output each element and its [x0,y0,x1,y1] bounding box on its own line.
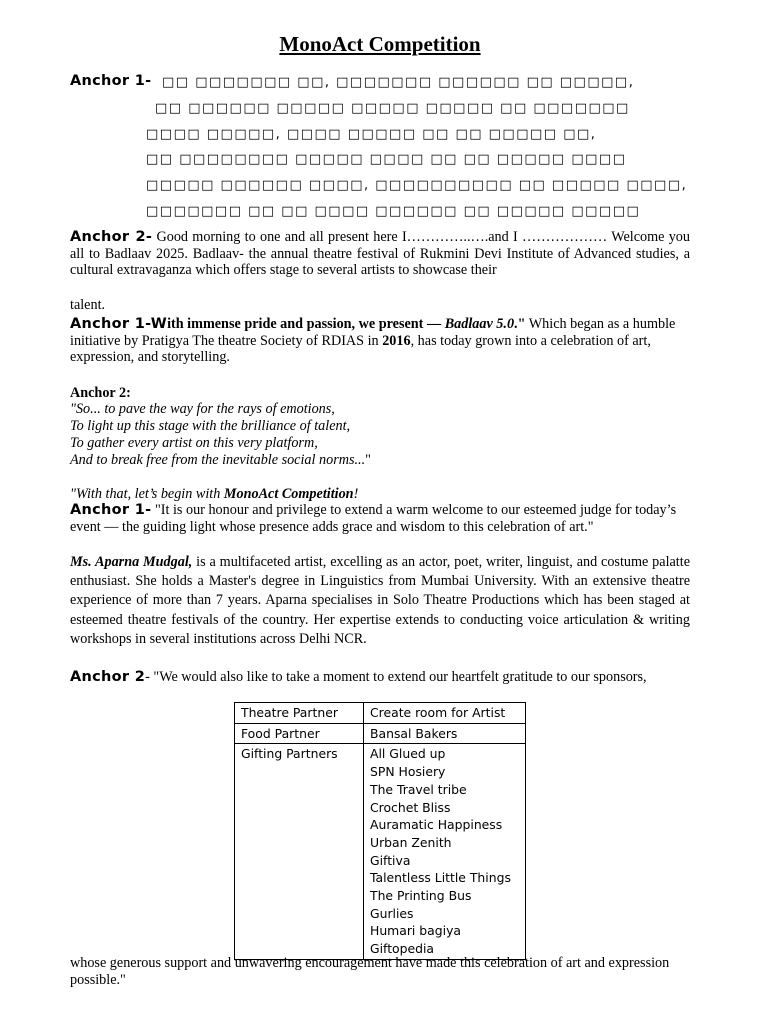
table-row [235,703,526,724]
hindi-line: □□ □□□□□□ □□□□□ □□□□□ □□□□□ □□ □□□□□□□ [155,101,630,116]
closing-paragraph: whose generous support and unwavering encouragement have made this celebration of art and expression possible." [70,955,670,988]
present-text-2: , has today grown into a celebration of art, expression, and storytelling. [70,332,651,365]
judge-intro-paragraph [70,502,690,535]
partner-names [364,744,526,959]
poem-line: To gather every artist on this very platform, [70,435,318,451]
partner-names [364,703,526,724]
table-row [235,723,526,744]
present-paragraph [70,316,690,366]
page-title: MonoAct Competition [279,32,481,56]
partner-name: SPN Hosiery [370,764,446,780]
partner-name: Bansal Bakers [370,725,458,741]
anchor-2-label: Anchor 2 [70,669,146,685]
competition-name: MonoAct Competition [223,486,354,502]
poem-anchor-label: Anchor 2: [70,385,131,401]
sponsors-intro-paragraph [70,669,690,686]
anchor-1-label: Anchor 1- [70,73,152,89]
partner-type: Food Partner [235,723,364,744]
hindi-line: □□□□□□□ □□ □□ □□□□ □□□□□□ □□ □□□□□ □□□□□ [146,204,641,219]
present-quote: ." [514,316,526,332]
sponsors-table [234,702,526,960]
anchor-1-label: Anchor 1-W [70,316,168,332]
anchor-2-label: Anchor 2- [70,229,153,245]
festival-name: Badlaav 5.0 [444,316,515,332]
partner-name: Giftopedia [370,941,435,957]
partner-name: All Glued up [370,746,446,762]
partner-type: Theatre Partner [235,703,364,724]
founding-year: 2016 [382,332,411,349]
judge-intro-text: "It is our honour and privilege to extend a warm welcome to our esteemed judge for today’s event — the guiding light whose presence adds grace and wisdom to this celebration of art." [70,502,677,535]
present-bold-lead: ith immense pride and passion, we present — [167,316,445,332]
judge-bio: is a multifaceted artist, excelling as an actor, poet, writer, linguist, and costume palatte enthusiast. She holds a Master's degree in Linguistics from Mumbai University. With an extensive theatre experience of more than 7 years. Aparna specialises in Solo Theatre Productions which has been staged at esteemed theatre festivals of the country. Her expertise extends to conducting voice articulation & writing workshops in several institutions across Delhi NCR. [70,554,690,647]
partner-type: Gifting Partners [235,744,364,959]
partner-names [364,723,526,744]
partner-name: Urban Zenith [370,834,452,850]
hindi-line: □□ □□□□□□□□ □□□□□ □□□□ □□ □□ □□□□□ □□□□ [146,152,627,167]
sponsors-intro-text: - "We would also like to take a moment to extend our heartfelt gratitude to our sponsors, [145,669,647,685]
begin-suffix: ! [353,486,359,502]
welcome-text: Good morning to one and all present here I…………..….and I ……………… Welcome you all to Badlaav 2025. Badlaav- the annual theatre festival of Rukmini Devi Institute of Advanced studies, a cultural extravaganza which offers stage to several artists to showcase their [70,229,690,278]
hindi-line: □□□□ □□□□□, □□□□ □□□□□ □□ □□ □□□□□ □□, [146,127,597,142]
welcome-tail: talent. [70,297,106,313]
partner-name: Gurlies [370,905,414,921]
begin-prefix: "With that, let’s begin with [70,486,224,502]
partner-name: Create room for Artist [370,705,506,720]
poem-line: "So... to pave the way for the rays of emotions, [70,401,335,417]
poem-line: And to break free from the inevitable social norms... [70,452,366,468]
partner-name: The Travel tribe [370,781,467,797]
partner-name: Giftiva [370,852,411,868]
partner-name: Talentless Little Things [370,870,511,886]
hindi-line: □□ □□□□□□□ □□, □□□□□□□ □□□□□□ □□ □□□□□, [162,75,635,90]
begin-line [70,486,690,503]
hindi-line: □□□□□ □□□□□□ □□□□, □□□□□□□□□□ □□ □□□□□ □□□□, [146,178,688,193]
partner-name: The Printing Bus [370,888,472,904]
partner-name: Crochet Bliss [370,799,451,815]
partner-name: Humari bagiya [370,923,461,939]
partner-name: Auramatic Happiness [370,817,503,833]
judge-name: Ms. Aparna Mudgal, [70,554,193,570]
poem-line: To light up this stage with the brilliance of talent, [70,418,351,434]
poem-last-line [70,452,690,469]
present-text-1: Which began as a humble initiative by Pratigya The theatre Society of RDIAS in [70,316,676,349]
poem-close-quote: " [365,452,371,468]
table-row [235,744,526,959]
judge-bio-paragraph [70,553,690,649]
anchor-1-label: Anchor 1- [70,502,152,518]
welcome-paragraph [70,229,690,279]
